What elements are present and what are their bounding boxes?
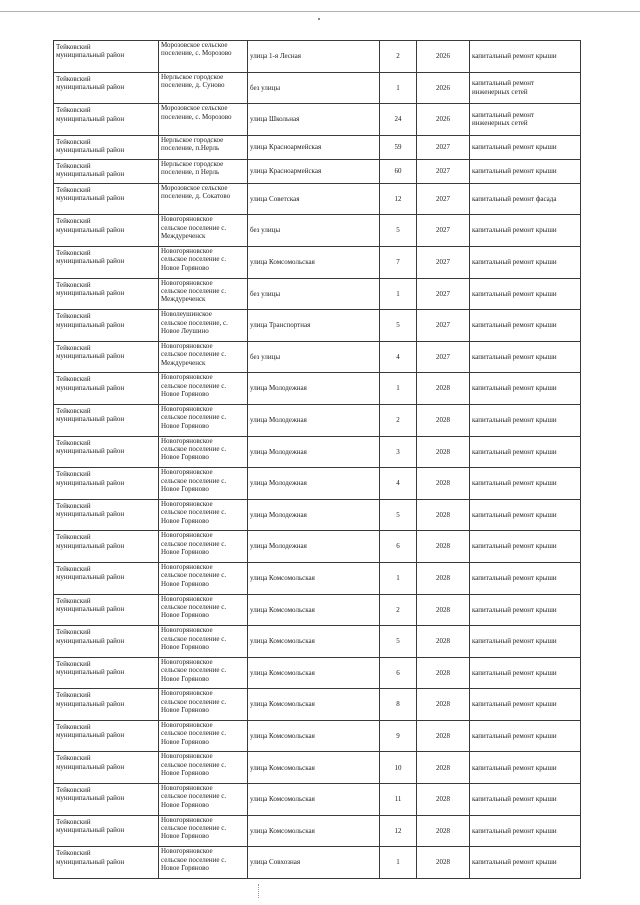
settlement-cell: Нерльское городское поселение, д. Суново bbox=[159, 72, 248, 104]
house-number-cell: 1 bbox=[380, 72, 417, 104]
house-number-cell: 12 bbox=[380, 815, 417, 847]
settlement-cell: Новогоряновское сельское поселение с. Новое Горяново bbox=[159, 499, 248, 531]
district-cell: Тейковский муниципальный район bbox=[54, 436, 159, 468]
street-cell: улица 1-я Лесная bbox=[248, 41, 380, 73]
house-number-cell: 9 bbox=[380, 720, 417, 752]
table-row bbox=[54, 499, 581, 531]
district-cell: Тейковский муниципальный район bbox=[54, 183, 159, 215]
house-number-cell: 6 bbox=[380, 657, 417, 689]
year-cell: 2028 bbox=[417, 847, 470, 879]
district-cell: Тейковский муниципальный район bbox=[54, 562, 159, 594]
table-row bbox=[54, 104, 581, 136]
scan-speck bbox=[318, 18, 320, 20]
district-cell: Тейковский муниципальный район bbox=[54, 72, 159, 104]
table-row bbox=[54, 720, 581, 752]
settlement-cell: Новогоряновское сельское поселение с. Новое Горяново bbox=[159, 436, 248, 468]
table-row bbox=[54, 278, 581, 310]
settlement-cell: Новогоряновское сельское поселение с. Новое Горяново bbox=[159, 847, 248, 879]
table-row bbox=[54, 594, 581, 626]
house-number-cell: 12 bbox=[380, 183, 417, 215]
work-type-cell: капитальный ремонт крыши bbox=[470, 847, 581, 879]
district-cell: Тейковский муниципальный район bbox=[54, 310, 159, 342]
settlement-cell: Новогоряновское сельское поселение с. Новое Горяново bbox=[159, 689, 248, 721]
table-row bbox=[54, 246, 581, 278]
work-type-cell: капитальный ремонт крыши bbox=[470, 310, 581, 342]
settlement-cell: Новолеушинское сельское поселение, с. Новое Леушино bbox=[159, 310, 248, 342]
district-cell: Тейковский муниципальный район bbox=[54, 404, 159, 436]
house-number-cell: 59 bbox=[380, 135, 417, 159]
house-number-cell: 7 bbox=[380, 246, 417, 278]
settlement-cell: Новогоряновское сельское поселение с. Новое Горяново bbox=[159, 373, 248, 405]
settlement-cell: Новогоряновское сельское поселение с. Новое Горяново bbox=[159, 626, 248, 658]
house-number-cell: 8 bbox=[380, 689, 417, 721]
district-cell: Тейковский муниципальный район bbox=[54, 594, 159, 626]
work-type-cell: капитальный ремонт инженерных сетей bbox=[470, 104, 581, 136]
year-cell: 2027 bbox=[417, 246, 470, 278]
work-type-cell: капитальный ремонт крыши bbox=[470, 404, 581, 436]
settlement-cell: Нерльское городское поселение, п.Нерль bbox=[159, 135, 248, 159]
work-type-cell: капитальный ремонт крыши bbox=[470, 815, 581, 847]
street-cell: улица Красноармейская bbox=[248, 159, 380, 183]
district-cell: Тейковский муниципальный район bbox=[54, 41, 159, 73]
table-row bbox=[54, 626, 581, 658]
house-number-cell: 10 bbox=[380, 752, 417, 784]
street-cell: улица Совхозная bbox=[248, 847, 380, 879]
house-number-cell: 5 bbox=[380, 626, 417, 658]
settlement-cell: Новогоряновское сельское поселение с. Новое Горяново bbox=[159, 657, 248, 689]
settlement-cell: Новогоряновское сельское поселение с. Новое Горяново bbox=[159, 784, 248, 816]
table-row bbox=[54, 784, 581, 816]
district-cell: Тейковский муниципальный район bbox=[54, 159, 159, 183]
street-cell: улица Комсомольская bbox=[248, 815, 380, 847]
district-cell: Тейковский муниципальный район bbox=[54, 847, 159, 879]
work-type-cell: капитальный ремонт крыши bbox=[470, 215, 581, 247]
district-cell: Тейковский муниципальный район bbox=[54, 373, 159, 405]
street-cell: улица Комсомольская bbox=[248, 626, 380, 658]
house-number-cell: 1 bbox=[380, 373, 417, 405]
house-number-cell: 60 bbox=[380, 159, 417, 183]
year-cell: 2028 bbox=[417, 499, 470, 531]
street-cell: без улицы bbox=[248, 278, 380, 310]
street-cell: улица Молодежная bbox=[248, 404, 380, 436]
house-number-cell: 24 bbox=[380, 104, 417, 136]
district-cell: Тейковский муниципальный район bbox=[54, 135, 159, 159]
settlement-cell: Новогоряновское сельское поселение с. Новое Горяново bbox=[159, 720, 248, 752]
work-type-cell: капитальный ремонт крыши bbox=[470, 720, 581, 752]
year-cell: 2028 bbox=[417, 562, 470, 594]
scan-top-line bbox=[0, 11, 640, 12]
district-cell: Тейковский муниципальный район bbox=[54, 657, 159, 689]
repair-schedule-table bbox=[53, 40, 581, 879]
settlement-cell: Новогоряновское сельское поселение с. Новое Горяново bbox=[159, 594, 248, 626]
year-cell: 2028 bbox=[417, 436, 470, 468]
district-cell: Тейковский муниципальный район bbox=[54, 626, 159, 658]
house-number-cell: 5 bbox=[380, 499, 417, 531]
table-row bbox=[54, 404, 581, 436]
street-cell: улица Комсомольская bbox=[248, 720, 380, 752]
work-type-cell: капитальный ремонт крыши bbox=[470, 159, 581, 183]
table-row bbox=[54, 531, 581, 563]
work-type-cell: капитальный ремонт крыши bbox=[470, 531, 581, 563]
district-cell: Тейковский муниципальный район bbox=[54, 215, 159, 247]
district-cell: Тейковский муниципальный район bbox=[54, 104, 159, 136]
street-cell: улица Комсомольская bbox=[248, 246, 380, 278]
work-type-cell: капитальный ремонт крыши bbox=[470, 373, 581, 405]
street-cell: улица Комсомольская bbox=[248, 752, 380, 784]
street-cell: улица Красноармейская bbox=[248, 135, 380, 159]
work-type-cell: капитальный ремонт крыши bbox=[470, 499, 581, 531]
year-cell: 2027 bbox=[417, 135, 470, 159]
table-row bbox=[54, 373, 581, 405]
settlement-cell: Новогоряновское сельское поселение с. Новое Горяново bbox=[159, 468, 248, 500]
year-cell: 2028 bbox=[417, 815, 470, 847]
work-type-cell: капитальный ремонт крыши bbox=[470, 752, 581, 784]
district-cell: Тейковский муниципальный район bbox=[54, 246, 159, 278]
year-cell: 2028 bbox=[417, 784, 470, 816]
street-cell: улица Транспортная bbox=[248, 310, 380, 342]
house-number-cell: 4 bbox=[380, 468, 417, 500]
street-cell: улица Молодежная bbox=[248, 499, 380, 531]
street-cell: без улицы bbox=[248, 215, 380, 247]
work-type-cell: капитальный ремонт крыши bbox=[470, 784, 581, 816]
district-cell: Тейковский муниципальный район bbox=[54, 341, 159, 373]
district-cell: Тейковский муниципальный район bbox=[54, 278, 159, 310]
table-row bbox=[54, 562, 581, 594]
scan-bottom-mark bbox=[258, 884, 260, 898]
table-row bbox=[54, 689, 581, 721]
work-type-cell: капитальный ремонт крыши bbox=[470, 689, 581, 721]
district-cell: Тейковский муниципальный район bbox=[54, 720, 159, 752]
year-cell: 2027 bbox=[417, 341, 470, 373]
table-row bbox=[54, 436, 581, 468]
street-cell: улица Комсомольская bbox=[248, 689, 380, 721]
year-cell: 2027 bbox=[417, 183, 470, 215]
work-type-cell: капитальный ремонт крыши bbox=[470, 594, 581, 626]
settlement-cell: Морозовское сельское поселение, д. Сокатово bbox=[159, 183, 248, 215]
district-cell: Тейковский муниципальный район bbox=[54, 468, 159, 500]
work-type-cell: капитальный ремонт крыши bbox=[470, 341, 581, 373]
house-number-cell: 2 bbox=[380, 404, 417, 436]
table-row bbox=[54, 215, 581, 247]
house-number-cell: 11 bbox=[380, 784, 417, 816]
street-cell: улица Школьная bbox=[248, 104, 380, 136]
table-row bbox=[54, 341, 581, 373]
settlement-cell: Новогоряновское сельское поселение с. Новое Горяново bbox=[159, 246, 248, 278]
table-row bbox=[54, 657, 581, 689]
year-cell: 2028 bbox=[417, 720, 470, 752]
settlement-cell: Новогоряновское сельское поселение с. Новое Горяново bbox=[159, 562, 248, 594]
street-cell: улица Комсомольская bbox=[248, 784, 380, 816]
street-cell: без улицы bbox=[248, 341, 380, 373]
table-row bbox=[54, 310, 581, 342]
table-row bbox=[54, 815, 581, 847]
year-cell: 2028 bbox=[417, 531, 470, 563]
street-cell: улица Советская bbox=[248, 183, 380, 215]
street-cell: улица Комсомольская bbox=[248, 562, 380, 594]
year-cell: 2026 bbox=[417, 72, 470, 104]
work-type-cell: капитальный ремонт крыши bbox=[470, 246, 581, 278]
table-row bbox=[54, 159, 581, 183]
work-type-cell: капитальный ремонт крыши bbox=[470, 41, 581, 73]
settlement-cell: Морозовское сельское поселение, с. Морозово bbox=[159, 104, 248, 136]
district-cell: Тейковский муниципальный район bbox=[54, 815, 159, 847]
street-cell: улица Молодежная bbox=[248, 436, 380, 468]
table-row bbox=[54, 183, 581, 215]
work-type-cell: капитальный ремонт крыши bbox=[470, 468, 581, 500]
district-cell: Тейковский муниципальный район bbox=[54, 752, 159, 784]
year-cell: 2027 bbox=[417, 278, 470, 310]
settlement-cell: Морозовское сельское поселение, с. Морозово bbox=[159, 41, 248, 73]
year-cell: 2028 bbox=[417, 626, 470, 658]
street-cell: улица Молодежная bbox=[248, 468, 380, 500]
year-cell: 2028 bbox=[417, 752, 470, 784]
street-cell: без улицы bbox=[248, 72, 380, 104]
year-cell: 2028 bbox=[417, 594, 470, 626]
year-cell: 2028 bbox=[417, 404, 470, 436]
work-type-cell: капитальный ремонт крыши bbox=[470, 657, 581, 689]
work-type-cell: капитальный ремонт крыши bbox=[470, 278, 581, 310]
settlement-cell: Новогоряновское сельское поселение с. Новое Горяново bbox=[159, 815, 248, 847]
table-row bbox=[54, 72, 581, 104]
house-number-cell: 2 bbox=[380, 594, 417, 626]
year-cell: 2028 bbox=[417, 689, 470, 721]
house-number-cell: 6 bbox=[380, 531, 417, 563]
work-type-cell: капитальный ремонт инженерных сетей bbox=[470, 72, 581, 104]
table-row bbox=[54, 135, 581, 159]
year-cell: 2026 bbox=[417, 41, 470, 73]
settlement-cell: Новогоряновское сельское поселение с. Междуреченск bbox=[159, 215, 248, 247]
table-row bbox=[54, 847, 581, 879]
year-cell: 2027 bbox=[417, 310, 470, 342]
year-cell: 2027 bbox=[417, 159, 470, 183]
table-row bbox=[54, 752, 581, 784]
work-type-cell: капитальный ремонт крыши bbox=[470, 436, 581, 468]
district-cell: Тейковский муниципальный район bbox=[54, 784, 159, 816]
work-type-cell: капитальный ремонт крыши bbox=[470, 626, 581, 658]
work-type-cell: капитальный ремонт крыши bbox=[470, 562, 581, 594]
house-number-cell: 4 bbox=[380, 341, 417, 373]
district-cell: Тейковский муниципальный район bbox=[54, 689, 159, 721]
table-row bbox=[54, 468, 581, 500]
work-type-cell: капитальный ремонт крыши bbox=[470, 135, 581, 159]
settlement-cell: Новогоряновское сельское поселение с. Новое Горяново bbox=[159, 404, 248, 436]
year-cell: 2028 bbox=[417, 657, 470, 689]
table-body bbox=[54, 41, 581, 879]
house-number-cell: 1 bbox=[380, 562, 417, 594]
house-number-cell: 5 bbox=[380, 215, 417, 247]
house-number-cell: 1 bbox=[380, 847, 417, 879]
district-cell: Тейковский муниципальный район bbox=[54, 499, 159, 531]
house-number-cell: 1 bbox=[380, 278, 417, 310]
year-cell: 2027 bbox=[417, 215, 470, 247]
house-number-cell: 5 bbox=[380, 310, 417, 342]
year-cell: 2028 bbox=[417, 468, 470, 500]
year-cell: 2028 bbox=[417, 373, 470, 405]
street-cell: улица Комсомольская bbox=[248, 657, 380, 689]
house-number-cell: 2 bbox=[380, 41, 417, 73]
settlement-cell: Новогоряновское сельское поселение с. Междуреченск bbox=[159, 278, 248, 310]
settlement-cell: Новогоряновское сельское поселение с. Новое Горяново bbox=[159, 531, 248, 563]
house-number-cell: 3 bbox=[380, 436, 417, 468]
street-cell: улица Молодежная bbox=[248, 373, 380, 405]
settlement-cell: Новогоряновское сельское поселение с. Новое Горяново bbox=[159, 752, 248, 784]
street-cell: улица Комсомольская bbox=[248, 594, 380, 626]
district-cell: Тейковский муниципальный район bbox=[54, 531, 159, 563]
year-cell: 2026 bbox=[417, 104, 470, 136]
table-row bbox=[54, 41, 581, 73]
street-cell: улица Молодежная bbox=[248, 531, 380, 563]
settlement-cell: Нерльское городское поселение, п Нерль bbox=[159, 159, 248, 183]
settlement-cell: Новогоряновское сельское поселение с. Междуреченск bbox=[159, 341, 248, 373]
work-type-cell: капитальный ремонт фасада bbox=[470, 183, 581, 215]
